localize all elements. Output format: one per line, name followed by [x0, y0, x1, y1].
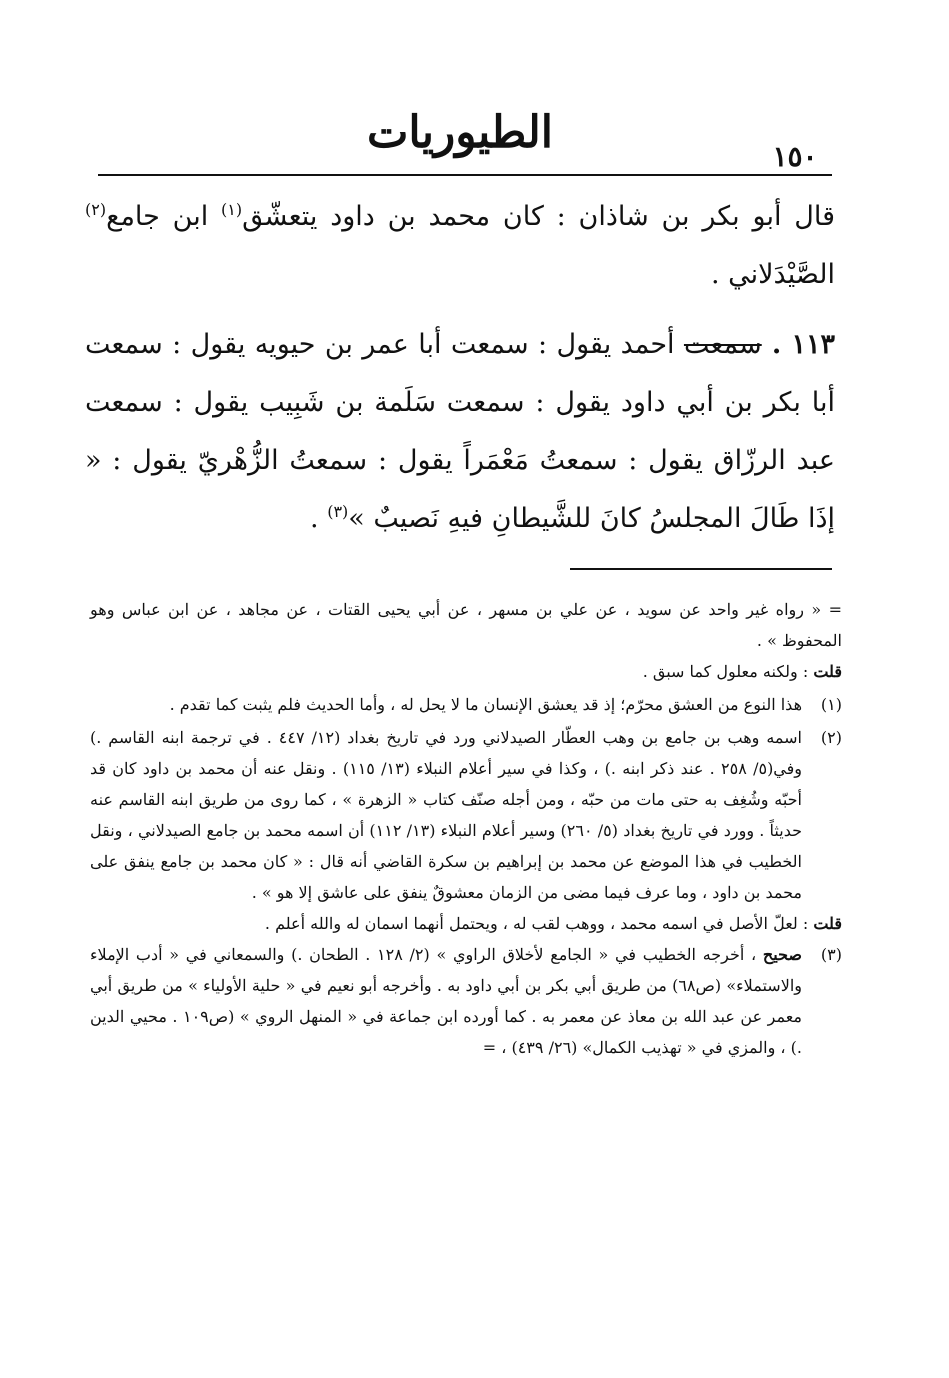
- hadith-text: أحمد يقول : سمعت أبا عمر بن حيويه يقول : سمعت أبا بكر بن أبي داود يقول : سمعت سَلَمة بن شَبِيب يقول : سمعت عبد الرزّاق يقول : سمعتُ مَعْمَراً يقول : سمعتُ الزُّهْريّ يقول : « إذَا طَالَ المجلسُ كانَ للشَّيطانِ فيهِ نَصيبٌ »: [85, 329, 835, 534]
- footnote-ref-3: (٣): [327, 502, 349, 521]
- remark-text-1: : ولكنه معلول كما سبق .: [642, 662, 814, 681]
- remark-label-1: قلت: [813, 662, 842, 681]
- hadith-paragraph: [85, 316, 835, 548]
- running-title: الطيوريات: [366, 107, 554, 158]
- footnotes: [90, 594, 842, 1063]
- footnote-2: [90, 722, 842, 908]
- footnote-1-marker: (١): [820, 695, 842, 714]
- page-number: ١٥٠: [772, 140, 818, 173]
- hadith-text-end: .: [310, 503, 328, 534]
- footnote-3-marker: (٣): [820, 945, 842, 964]
- footnote-2-marker: (٢): [820, 728, 842, 747]
- footnote-ref-2: (٢): [85, 200, 107, 219]
- footnote-1-text: هذا النوع من العشق محرّم؛ إذ قد يعشق الإنسان ما لا يحل له ، وأما الحديث فلم يثبت كما تقدم .: [169, 695, 802, 714]
- narration-text-b: ابن جامع: [106, 201, 222, 232]
- hadith-number: ١١٣ .: [761, 329, 836, 360]
- footnote-2-text: اسمه وهب بن جامع بن وهب العطّار الصيدلاني ورد في تاريخ بغداد (١٢/ ٤٤٧ . في ترجمة ابنه القاسم .) وفي(٥/ ٢٥٨ . عند ذكر ابنه .) ، وكذا في سير أعلام النبلاء (١٣/ ١١٥) . ونقل عنه أن محمد بن داود كان قد أحبّه وشُغِف به حتى مات من حبّه ، ومن أجله صنّف كتاب « الزهرة » ، كما روى من طريق ابنه القاسم عنه حديثاً . وورد في تاريخ بغداد (٥/ ٢٦٠) وسير أعلام النبلاء (١٣/ ١١٢) أن اسمه محمد بن جامع الصيدلاني ، ونقل الخطيب في هذا الموضع عن محمد بن إبراهيم بن سكرة القاضي أنه قال : « كان محمد بن جامع ينفق على محمد بن داود ، وما عرف فيما مضى من الزمان معشوقٌ ينفق على عاشق إلا هو » .: [90, 728, 803, 902]
- footnote-remark-2: [90, 908, 842, 939]
- narration-text-a: قال أبو بكر بن شاذان : كان محمد بن داود يتعشّق: [242, 201, 836, 232]
- footnote-3-text: ، أخرجه الخطيب في « الجامع لأخلاق الراوي » (٢/ ١٢٨ . الطحان .) والسمعاني في « أدب الإملاء والاستملاء» (ص٦٨) من طريق أبي بكر بن أبي داود به . وأخرجه أبو نعيم في « حلية الأولياء » من طريق أبي معمر عن عبد الله بن معاذ عن معمر به . كما أورده ابن جماعة في « المنهل الروي » (ص١٠٩ . محيي الدين .) ، والمزي في « تهذيب الكمال» (٢٦/ ٤٣٩) ، =: [90, 945, 802, 1057]
- header-rule: [98, 174, 832, 176]
- remark-text-2: : لعلّ الأصل في اسمه محمد ، ووهب لقب له ، ويحتمل أنهما اسمان له والله أعلم .: [264, 914, 814, 933]
- footnote-3: [90, 939, 842, 1063]
- footnote-remark-1: [90, 656, 842, 687]
- main-text: [85, 188, 835, 548]
- footnote-separator: [570, 568, 832, 570]
- footnote-3-grade: صحيح: [762, 945, 802, 964]
- footnote-ref-1: (١): [221, 200, 243, 219]
- narration-text-c: الصَّيْدَلاني .: [710, 259, 835, 290]
- remark-label-2: قلت: [813, 914, 842, 933]
- struck-word: سمعت: [683, 329, 762, 360]
- narration-paragraph: [85, 188, 835, 304]
- footnote-1: [90, 689, 842, 720]
- footnote-continuation: = « رواه غير واحد عن سويد ، عن علي بن مسهر ، عن أبي يحيى القتات ، عن مجاهد ، عن ابن عباس وهو المحفوظ » .: [90, 600, 842, 650]
